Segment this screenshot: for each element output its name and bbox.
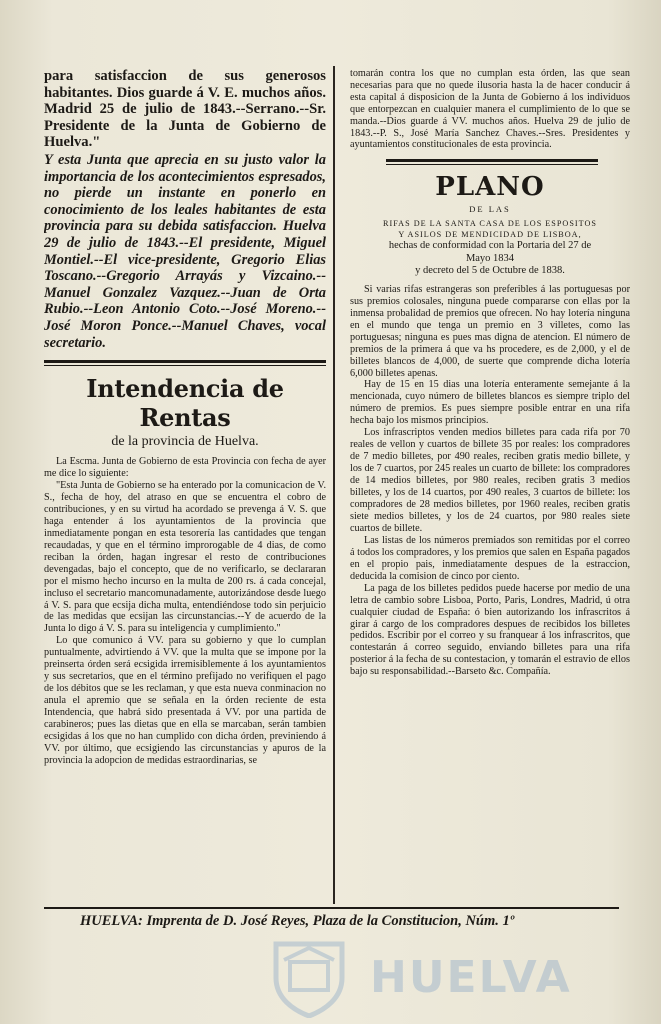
section-rule-thick	[44, 360, 326, 363]
intendencia-heading: Intendencia de Rentas	[86, 374, 284, 433]
plano-paragraph: Las listas de los números premiados son remitidas por el correo á todos los compradores, y los premios que salen en España pagados en el propio pais, inmediatamente despues de la estraccion, deducida la comision de cinco por ciento.	[350, 534, 630, 582]
plano-body	[350, 284, 630, 678]
shield-icon	[270, 938, 348, 1018]
left-column	[44, 68, 326, 908]
plano-subtitle-line-1: hechas de conformidad con la Portaria del 27 de	[388, 240, 592, 252]
column-divider	[333, 66, 335, 904]
plano-paragraph: La paga de los billetes pedidos puede hacerse por medio de una letra de cambio sobre Lisboa, Porto, Paris, Londres, Madrid, ú otra cualquier ciudad de España: ó bien autorizando los infrascritos á girar á cargo de los compradores despues de recibidos los billetes pedidos. Escribir por el correo y su franquear á los infrascritos, que contestarán á correo seguido, enviando billetes para una rifa posterior á la fecha de su contestacion, y tomarán el estravio de ellos bajo su responsabilidad.--Barseto &c. Compañía.	[350, 582, 630, 678]
imprenta-footer: HUELVA: Imprenta de D. José Reyes, Plaza de la Constitucion, Núm. 1º	[80, 913, 515, 929]
plano-subtitle-line-2: Mayo 1834	[465, 252, 515, 264]
plano-heading: PLANO	[435, 172, 545, 203]
watermark-text: HUELVA	[370, 952, 572, 1003]
intendencia-paragraph: "Esta Junta de Gobierno se ha enterado por la comunicacion de V. S., fecha de hoy, del atraso en que se encuentra el cobro de contribuciones, y en su virtud ha acordado se prevenga á V. S. que haga entender á los ayuntamientos de la provincia que inmediatamente pongan en esta tesorería las cantidades que tengan recaudadas, y que en el término improrogable de 4 dias, de como reciban la órden, hagan ingresar el resto de contribuciones devengadas, bajo el concepto, que de no verificarlo, se declararan por el mismo hecho incurso en la multa de 200 rs. á cada concejal, incluso el secretario mancomunadamente, autorizándose desde luego á V. S. para que ecsija dicha multa, entendiéndose todo sin perjuicio de las medidas que ecsijan las circunstancias.--Y de acuerdo de la Junta lo digo á V. S. para su inteligencia y cumplimiento."	[44, 480, 326, 635]
plano-paragraph: Los infrascriptos venden medios billetes para cada rifa por 70 reales de vellon y cuartos de billete 35 por reales: los compradores de 7 medio billetes, por 490 reales, reciben gratis medio billete, y los de 7 cuartos, por 245 reales un cuarto de billete: los compradores de 14 medios billetes, por 980 reales, reciben gratis 3 medios billetes, y los de 14 cuartos, por 490 reales, 3 cuartos de billete: los compradores de 28 medios billetes, por 1960 reales, reciben gratis siete medios billetes, y los de 24 cuartos, por 980 reales siete cuartos de billete.	[350, 427, 630, 534]
plano-delas: DE LAS	[469, 204, 511, 215]
section-rule-thin	[44, 365, 326, 366]
intendencia-paragraph: La Escma. Junta de Gobierno de esta Provincia con fecha de ayer me dice lo siguiente:	[44, 456, 326, 480]
plano-caps-line-2: Y ASILOS DE MENDICIDAD DE LISBOA,	[398, 230, 582, 240]
footer-rule	[44, 907, 619, 909]
intendencia-body	[44, 456, 326, 767]
left-top-text: para satisfaccion de sus generosos habitantes. Dios guarde á V. E. muchos años. Madrid 25 de julio de 1843.--Serrano.--Sr. Presidente de la Junta de Gobierno de Huelva."	[44, 68, 326, 151]
archive-watermark	[270, 938, 590, 1018]
plano-paragraph: Hay de 15 en 15 dias una lotería enteramente semejante á la mencionada, cuyo número de billetes blancos es siempre triplo del número de premios. Es pues siempre posible entrar en una rifa hecha bajo los mismos principios.	[350, 379, 630, 427]
right-column	[350, 68, 630, 913]
intendencia-subheading: de la provincia de Huelva.	[111, 434, 259, 450]
plano-caps-line-1: RIFAS DE LA SANTA CASA DE LOS ESPOSITOS	[383, 219, 597, 229]
section-double-rule	[386, 159, 598, 165]
intendencia-paragraph: Lo que comunico á VV. para su gobierno y que lo cumplan puntualmente, advirtiendo á VV. que la multa que se impone por la preinserta órden será ecsigida irremisiblemente á los ayuntamientos y sus secretarios, que en el término prefijado no verifiquen el pago de los débitos que se les reclaman, y que esta nueva conminacion no anula el apremio que se señala en la órden reciente de esta Intendencia, que habrá sido presentada á VV. por una partida de carabineros; pues las dietas que en ella se marcaban, serán tambien ecsigidas á los que no han cumplido con dicha órden, previniendo á VV. por último, que ecsigiendo las circunstancias y apuros de la provincia la adopcion de medidas estraordinarias, se	[44, 635, 326, 766]
right-top-text: tomarán contra los que no cumplan esta órden, las que sean necesarias para que no quede ilusoria hasta la de hacer conducir á esta capital á disposicion de la Junta de Gobierno á los individuos que entorpezcan en cualquier manera el cumplimiento de lo que se manda.--Dios guarde á VV. muchos años. Huelva 29 de julio de 1843.--P. S., José María Sanchez Chaves.--Sres. Presidentes y ayuntamientos constitucionales de esta provincia.	[350, 68, 630, 151]
plano-subtitle-line-3: y decreto del 5 de Octubre de 1838.	[415, 265, 565, 277]
junta-announcement: Y esta Junta que aprecia en su justo valor la importancia de los acontecimientos espresados, no pierde un instante en ponerlo en conocimiento de los leales habitantes de esta provincia para su debida satisfaccion. Huelva 29 de julio de 1843.--El presidente, Miguel Montiel.--El vice-presidente, Gregorio Elias Toscano.--Gregorio Arrayás y Vizcaino.--Manuel Gonzalez Vazquez.--Juan de Orta Rubio.--Leon Antonio Coto.--José Moreno.--José Moron Ponce.--Manuel Chaves, vocal secretario.	[44, 151, 326, 351]
plano-paragraph: Si varias rifas estrangeras son preferibles á las portuguesas por sus premios colosales, ninguna puede compararse con ellas por la inmensa probalidad de premios que ofrecen. No hay lotería ninguna en el mundo que tenga un premio en 3 villetes, como las portuguesas; ninguna es pues mas digna de atencion. El número de premios de la primera á que va hs procedere, es de 2,000, y el de billetes blancos de 4,000, de suerte que comprende dicha lotería 6,000 billetes apenas.	[350, 283, 630, 379]
